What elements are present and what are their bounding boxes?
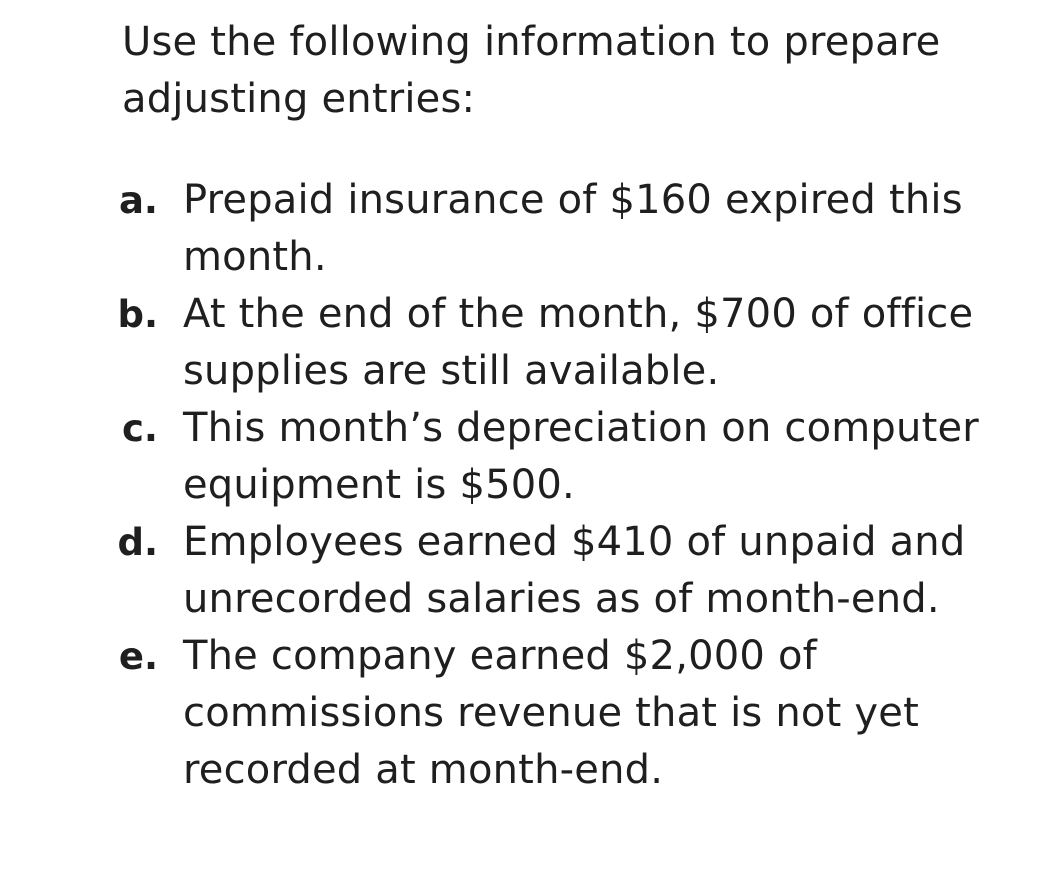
list-item-text: Prepaid insurance of $160 expired this month. xyxy=(183,177,963,280)
list-item xyxy=(0,628,1054,799)
list-item xyxy=(0,400,1054,514)
list-marker: b. xyxy=(117,293,158,336)
list-item xyxy=(0,172,1054,286)
list-marker: c. xyxy=(122,407,158,450)
list-item-text: The company earned $2,000 of commissions revenue that is not yet recorded at month-end. xyxy=(183,633,919,793)
list-item xyxy=(0,514,1054,628)
list-marker: d. xyxy=(117,521,158,564)
list-item-text: This month’s depreciation on computer equipment is $500. xyxy=(183,405,979,508)
list-marker: e. xyxy=(118,635,158,678)
list-item-text: At the end of the month, $700 of office supplies are still available. xyxy=(183,291,974,394)
adjustment-list xyxy=(0,172,1054,799)
list-item xyxy=(0,286,1054,400)
instructions-text: Use the following information to prepare adjusting entries: xyxy=(122,19,941,122)
list-item-text: Employees earned $410 of unpaid and unrecorded salaries as of month-end. xyxy=(183,519,966,622)
list-marker: a. xyxy=(118,179,158,222)
